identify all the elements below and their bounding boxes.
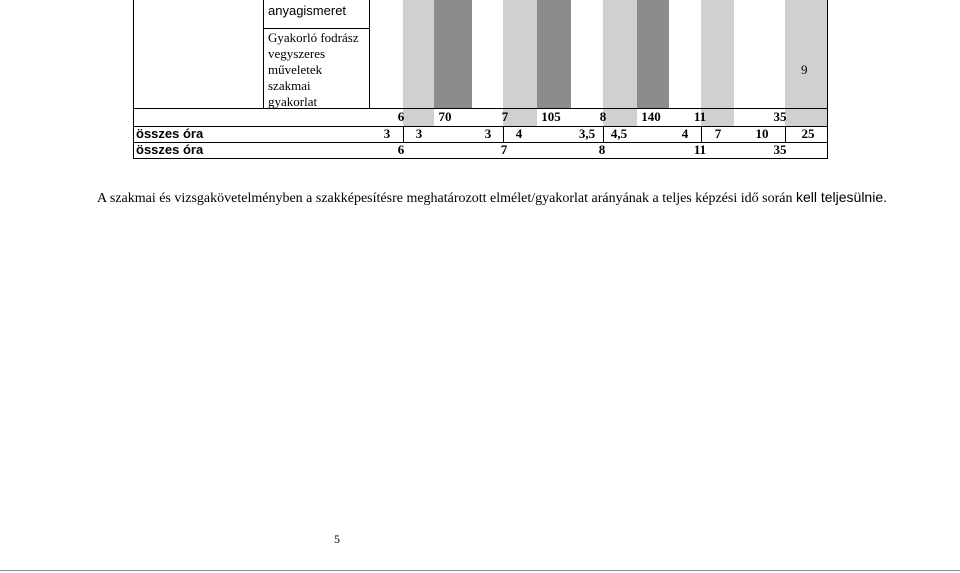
row-a-cell: 140 [641,109,661,124]
shaded-column [603,0,637,108]
caption-part2: kell teljesülnie. [795,189,888,205]
practice-label-line: vegyszeres [268,46,326,61]
caption-part1: A szakmai és vizsgakövetelményben a szakképesítésre meghatározott elmélet/gyakorlat arányának a teljes képzési idő során [97,191,796,206]
shaded-column [785,0,827,108]
row-b-cell: 25 [801,126,815,141]
page-divider [0,570,960,571]
row-b-cell: 4 [681,126,689,141]
shaded-column [701,0,734,108]
practice-label [268,30,368,110]
practice-label-line: Gyakorló fodrász [268,30,359,45]
practice-label-line: műveletek [268,62,323,77]
page-number: 5 [334,532,340,546]
row-a-cell: 11 [693,109,707,124]
row-a-cell: 7 [501,109,509,124]
row-a-cell: 70 [438,109,452,124]
caption-text [97,188,947,208]
row-b-cell: 4 [515,126,523,141]
row-a-cell: 35 [773,109,787,124]
row-c-cell: 7 [500,142,508,157]
practice-label-line: szakmai [268,78,311,93]
row-b-cell: 3 [484,126,492,141]
row-c-cell: 6 [397,142,405,157]
practice-value: 9 [801,62,808,77]
row-c-cell: 35 [773,142,787,157]
row-b-label: összes óra [136,126,204,141]
row-a-cell: 105 [541,109,561,124]
row-c-cell: 8 [598,142,606,157]
shaded-column [403,0,434,108]
row-b-cell: 3 [415,126,423,141]
row-c-cell: 11 [693,142,707,157]
subject-label: anyagismeret [268,3,347,18]
shaded-column [637,0,669,108]
row-b-cell: 3 [383,126,391,141]
row-a-cell: 8 [599,109,607,124]
practice-label-line: gyakorlat [268,94,318,109]
row-b-cell: 7 [714,126,722,141]
shaded-column [537,0,571,108]
row-c-label: összes óra [136,142,204,157]
shaded-column [434,0,472,108]
row-b-cell: 3,5 [578,126,596,141]
row-b-cell: 4,5 [610,126,628,141]
shaded-column [503,0,537,108]
row-a-cell: 6 [397,109,405,124]
row-b-cell: 10 [755,126,769,141]
